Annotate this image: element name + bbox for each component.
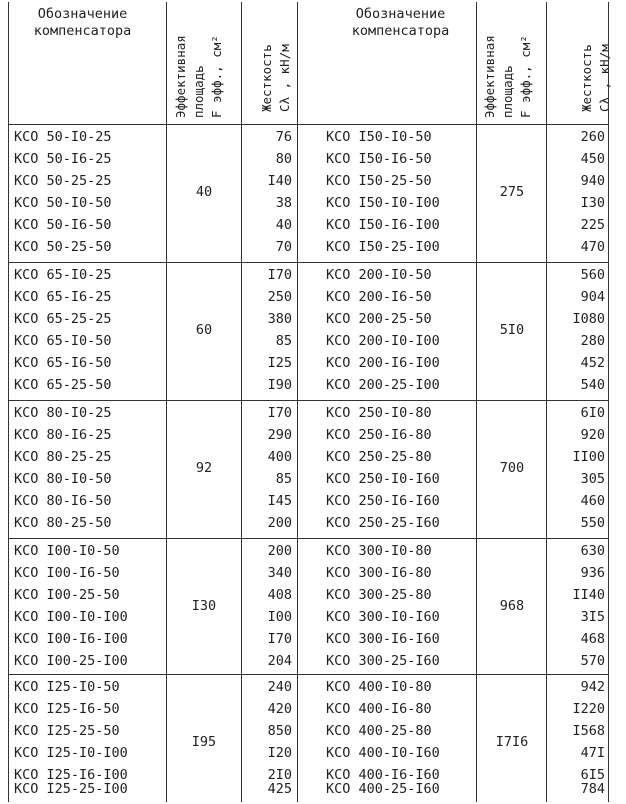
stiffness-value: 940	[580, 173, 605, 189]
compensator-name: КСО 200-I0-I00	[326, 333, 440, 349]
stiffness-value: 425	[267, 781, 292, 797]
stiffness-value: 784	[580, 781, 605, 797]
compensator-name: КСО 80-I6-25	[14, 427, 112, 443]
area-value: 700	[499, 460, 525, 476]
stiffness-value: I568	[572, 723, 605, 739]
stiffness-value: 76	[275, 129, 292, 145]
compensator-name: КСО 65-I0-50	[14, 333, 112, 349]
area-value: I30	[191, 598, 217, 614]
compensator-name: КСО 400-I0-80	[326, 679, 432, 695]
column-divider	[608, 2, 609, 802]
compensator-name: КСО 50-I6-50	[14, 217, 112, 233]
compensator-name: КСО I25-I6-50	[14, 701, 120, 717]
stiffness-value: 200	[267, 515, 292, 531]
compensator-name: КСО 250-I6-80	[326, 427, 432, 443]
compensator-name: КСО 250-I0-80	[326, 405, 432, 421]
area-value: 60	[195, 322, 213, 338]
compensator-name: КСО I00-I6-I00	[14, 631, 128, 647]
header-area-line2: площадь	[500, 65, 515, 118]
compensator-name: КСО I25-25-I00	[14, 781, 128, 797]
compensator-name: КСО I50-I6-I00	[326, 217, 440, 233]
group-divider	[8, 538, 608, 539]
compensator-name: КСО I25-25-50	[14, 723, 120, 739]
header-area-line1: Эффективная	[482, 35, 497, 118]
compensator-name: КСО 80-25-25	[14, 449, 112, 465]
compensator-name: КСО 250-25-80	[326, 449, 432, 465]
compensator-name: КСО I00-I0-I00	[14, 609, 128, 625]
stiffness-value: I70	[267, 631, 292, 647]
compensator-name: КСО 80-I0-50	[14, 471, 112, 487]
stiffness-value: 200	[267, 543, 292, 559]
area-value: I95	[191, 734, 217, 750]
stiffness-value: 468	[580, 631, 605, 647]
compensator-name: КСО 65-I6-50	[14, 355, 112, 371]
area-value: 968	[499, 598, 525, 614]
header-designation-line2: компенсатора	[351, 23, 450, 39]
header-area-right	[481, 35, 535, 118]
compensator-name: КСО 200-I6-50	[326, 289, 432, 305]
stiffness-value: 38	[275, 195, 292, 211]
compensator-name: КСО I25-I6-I00	[14, 767, 128, 783]
compensator-name: КСО I50-25-I00	[326, 239, 440, 255]
area-value: 92	[195, 460, 213, 476]
stiffness-value: 80	[275, 151, 292, 167]
stiffness-value: 920	[580, 427, 605, 443]
compensator-name: КСО 50-I0-25	[14, 129, 112, 145]
compensator-name: КСО I00-25-I00	[14, 653, 128, 669]
compensator-name: КСО 400-I6-80	[326, 701, 432, 717]
stiffness-value: I40	[267, 173, 292, 189]
header-designation-right	[323, 6, 478, 40]
header-area-line1: Эффективная	[173, 35, 188, 118]
area-value: 275	[499, 184, 525, 200]
compensator-name: КСО 400-I0-I60	[326, 745, 440, 761]
compensator-name: КСО I00-I0-50	[14, 543, 120, 559]
compensator-name: КСО 65-I6-25	[14, 289, 112, 305]
compensator-name: КСО 200-25-50	[326, 311, 432, 327]
stiffness-value: 85	[275, 471, 292, 487]
compensator-name: КСО 400-25-80	[326, 723, 432, 739]
header-stiffness-line1: Жесткость	[579, 44, 594, 112]
stiffness-value: I080	[572, 311, 605, 327]
stiffness-value: I90	[267, 377, 292, 393]
stiffness-value: 280	[580, 333, 605, 349]
compensator-name: КСО 300-I6-80	[326, 565, 432, 581]
stiffness-value: 204	[267, 653, 292, 669]
compensator-name: КСО 250-I6-I60	[326, 493, 440, 509]
column-divider	[476, 2, 477, 802]
header-stiffness-line1: Жесткость	[259, 44, 274, 112]
header-area-line3: F эфф., см²	[209, 35, 224, 118]
header-stiffness-line2: Cλ , кН/м	[597, 44, 612, 112]
compensator-name: КСО 250-25-I60	[326, 515, 440, 531]
compensator-name: КСО 50-I6-25	[14, 151, 112, 167]
stiffness-value: 3I5	[580, 609, 605, 625]
stiffness-value: 305	[580, 471, 605, 487]
stiffness-value: 420	[267, 701, 292, 717]
stiffness-value: 450	[580, 151, 605, 167]
stiffness-value: I30	[580, 195, 605, 211]
compensator-name: КСО 400-25-I60	[326, 781, 440, 797]
stiffness-value: 936	[580, 565, 605, 581]
header-area-line2: площадь	[191, 65, 206, 118]
header-area-line3: F эфф., см²	[518, 35, 533, 118]
column-divider	[297, 2, 298, 802]
compensator-name: КСО 200-I6-I00	[326, 355, 440, 371]
compensator-name: КСО I00-I6-50	[14, 565, 120, 581]
stiffness-value: 340	[267, 565, 292, 581]
compensator-name: КСО I00-25-50	[14, 587, 120, 603]
stiffness-value: 630	[580, 543, 605, 559]
compensator-name: КСО 80-25-50	[14, 515, 112, 531]
compensator-name: КСО I50-I6-50	[326, 151, 432, 167]
compensator-name: КСО 300-I0-I60	[326, 609, 440, 625]
stiffness-value: II40	[572, 587, 605, 603]
stiffness-value: 380	[267, 311, 292, 327]
stiffness-value: 40	[275, 217, 292, 233]
compensator-name: КСО 50-25-25	[14, 173, 112, 189]
stiffness-value: 850	[267, 723, 292, 739]
header-designation-line1: Обозначение	[355, 6, 446, 22]
compensator-name: КСО I25-I0-I00	[14, 745, 128, 761]
stiffness-value: 290	[267, 427, 292, 443]
header-stiffness-line2: Cλ , кН/м	[277, 44, 292, 112]
stiffness-value: 570	[580, 653, 605, 669]
header-designation-line2: компенсатора	[33, 23, 132, 39]
stiffness-value: I20	[267, 745, 292, 761]
compensator-name: КСО I25-I0-50	[14, 679, 120, 695]
stiffness-value: I25	[267, 355, 292, 371]
stiffness-value: 85	[275, 333, 292, 349]
compensator-name: КСО 300-25-80	[326, 587, 432, 603]
stiffness-value: 47I	[580, 745, 605, 761]
group-divider	[8, 262, 608, 263]
compensator-name: КСО 65-25-25	[14, 311, 112, 327]
stiffness-value: 540	[580, 377, 605, 393]
area-value: I7I6	[495, 734, 529, 750]
compensator-name: КСО 80-I0-25	[14, 405, 112, 421]
group-divider	[8, 400, 608, 401]
stiffness-value: 452	[580, 355, 605, 371]
compensator-name: КСО 200-I0-50	[326, 267, 432, 283]
compensator-name: КСО I50-I0-I00	[326, 195, 440, 211]
column-divider	[8, 2, 9, 802]
column-divider	[241, 2, 242, 802]
compensator-name: КСО 65-I0-25	[14, 267, 112, 283]
stiffness-value: 225	[580, 217, 605, 233]
stiffness-value: 550	[580, 515, 605, 531]
stiffness-value: 6I5	[580, 767, 605, 783]
group-divider	[8, 674, 608, 675]
stiffness-value: 6I0	[580, 405, 605, 421]
stiffness-value: I70	[267, 267, 292, 283]
stiffness-value: 942	[580, 679, 605, 695]
compensator-name: КСО 200-25-I00	[326, 377, 440, 393]
stiffness-value: 460	[580, 493, 605, 509]
stiffness-value: I00	[267, 609, 292, 625]
compensator-name: КСО 80-I6-50	[14, 493, 112, 509]
compensator-name: КСО 300-I0-80	[326, 543, 432, 559]
group-divider	[8, 124, 608, 125]
stiffness-value: 400	[267, 449, 292, 465]
stiffness-value: II00	[572, 449, 605, 465]
stiffness-value: 240	[267, 679, 292, 695]
area-value: 40	[195, 184, 213, 200]
compensator-name: КСО 250-I0-I60	[326, 471, 440, 487]
compensator-name: КСО 50-25-50	[14, 239, 112, 255]
header-area-left	[172, 35, 226, 118]
stiffness-value: 470	[580, 239, 605, 255]
column-divider	[166, 2, 167, 802]
stiffness-value: 2I0	[267, 767, 292, 783]
compensator-name: КСО 50-I0-50	[14, 195, 112, 211]
header-designation-line1: Обозначение	[37, 6, 128, 22]
stiffness-value: I70	[267, 405, 292, 421]
stiffness-value: I45	[267, 493, 292, 509]
compensator-name: КСО I50-I0-50	[326, 129, 432, 145]
column-divider	[546, 2, 547, 802]
stiffness-value: 408	[267, 587, 292, 603]
compensator-name: КСО 300-25-I60	[326, 653, 440, 669]
stiffness-value: I220	[572, 701, 605, 717]
header-stiffness-left	[258, 44, 294, 112]
stiffness-value: 904	[580, 289, 605, 305]
stiffness-value: 70	[275, 239, 292, 255]
compensator-name: КСО 400-I6-I60	[326, 767, 440, 783]
stiffness-value: 560	[580, 267, 605, 283]
header-designation-left	[0, 6, 165, 40]
compensator-name: КСО I50-25-50	[326, 173, 432, 189]
stiffness-value: 250	[267, 289, 292, 305]
compensator-name: КСО 65-25-50	[14, 377, 112, 393]
area-value: 5I0	[499, 322, 525, 338]
stiffness-value: 260	[580, 129, 605, 145]
compensator-name: КСО 300-I6-I60	[326, 631, 440, 647]
